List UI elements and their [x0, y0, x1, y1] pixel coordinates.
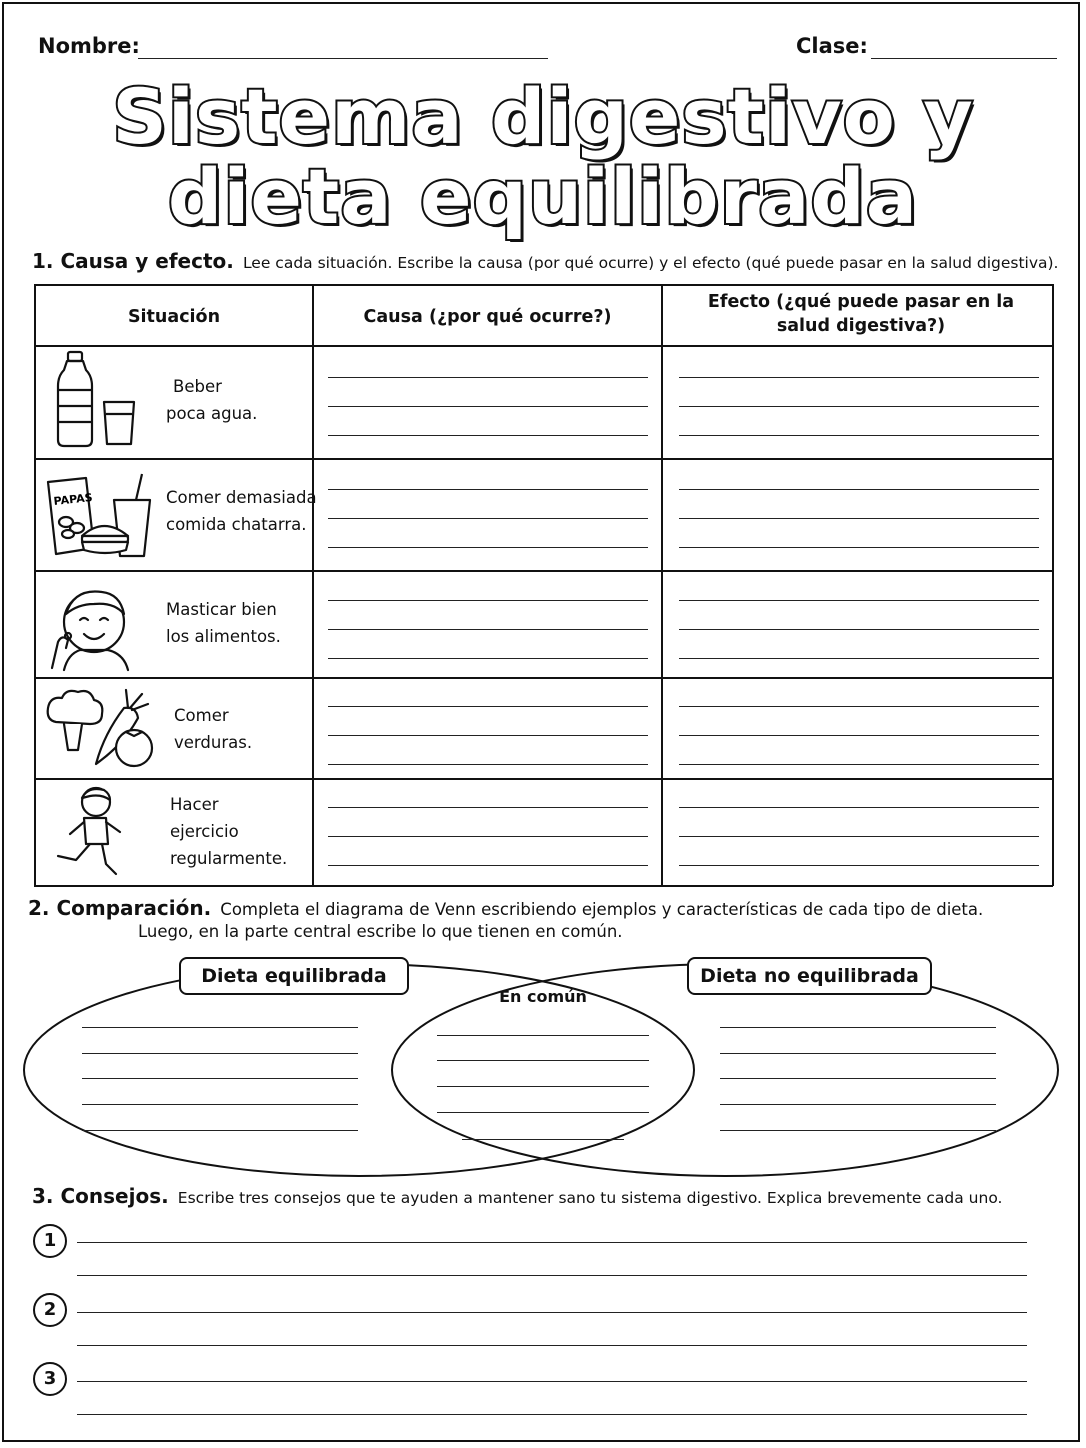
- cause-line-row2-2[interactable]: [328, 518, 648, 519]
- situation-4-text: Comer verduras.: [174, 706, 253, 752]
- venn-right-line-3[interactable]: [720, 1078, 996, 1079]
- cause-line-row4-1[interactable]: [328, 706, 648, 707]
- venn-right-line-4[interactable]: [720, 1104, 996, 1105]
- tip-number-3: 3: [33, 1362, 67, 1396]
- cause-line-row3-2[interactable]: [328, 629, 648, 630]
- cause-line-row4-3[interactable]: [328, 764, 648, 765]
- section-3-heading: [32, 1184, 1002, 1208]
- venn-center-line-4[interactable]: [437, 1112, 649, 1113]
- vegetables-icon: [42, 684, 156, 770]
- tip-number-2: 2: [33, 1293, 67, 1327]
- effect-line-row2-2[interactable]: [679, 518, 1039, 519]
- venn-left-line-1[interactable]: [82, 1027, 358, 1028]
- venn-left-line-4[interactable]: [82, 1104, 358, 1105]
- cause-line-row4-2[interactable]: [328, 735, 648, 736]
- venn-right-line-2[interactable]: [720, 1053, 996, 1054]
- venn-center-line-3[interactable]: [437, 1086, 649, 1087]
- tip-1-line-2[interactable]: [77, 1275, 1027, 1276]
- venn-center-line-short-1[interactable]: [462, 1139, 624, 1140]
- section-2-instructions-1: Completa el diagrama de Venn escribiendo ejemplos y características de cada tipo de dieta.: [220, 900, 984, 919]
- page-title-line-1: Sistema digestivo y: [112, 72, 974, 161]
- column-header-effect: Efecto (¿qué puede pasar en la salud digestiva?): [707, 292, 1015, 336]
- venn-right-label: Dieta no equilibrada: [687, 957, 932, 995]
- venn-right-line-1[interactable]: [720, 1027, 996, 1028]
- effect-line-row3-1[interactable]: [679, 600, 1039, 601]
- child-chewing-icon: [44, 578, 136, 672]
- name-label: Nombre:: [38, 34, 140, 58]
- effect-line-row5-3[interactable]: [679, 865, 1039, 866]
- cause-line-row1-3[interactable]: [328, 435, 648, 436]
- page-title-line-2: dieta equilibrada: [167, 152, 919, 241]
- class-label: Clase:: [796, 34, 868, 58]
- section-1-heading: [32, 249, 1058, 273]
- venn-left-line-5[interactable]: [82, 1130, 358, 1131]
- effect-line-row3-3[interactable]: [679, 658, 1039, 659]
- effect-line-row1-3[interactable]: [679, 435, 1039, 436]
- effect-line-row4-2[interactable]: [679, 735, 1039, 736]
- section-2-heading: [28, 896, 983, 920]
- tip-2-line-2[interactable]: [77, 1345, 1027, 1346]
- effect-line-row5-1[interactable]: [679, 807, 1039, 808]
- situation-3-text: Masticar bien los alimentos.: [166, 600, 281, 646]
- situation-1-text: Beber poca agua.: [166, 377, 258, 423]
- venn-center-line-1[interactable]: [437, 1035, 649, 1036]
- column-header-situation: Situación: [127, 307, 221, 327]
- tip-2-line-1[interactable]: [77, 1312, 1027, 1313]
- effect-line-row5-2[interactable]: [679, 836, 1039, 837]
- venn-left-line-3[interactable]: [82, 1078, 358, 1079]
- class-field[interactable]: [871, 58, 1057, 59]
- effect-line-row2-3[interactable]: [679, 547, 1039, 548]
- tip-number-1: 1: [33, 1224, 67, 1258]
- section-2-instructions-2: Luego, en la parte central escribe lo que tienen en común.: [138, 922, 623, 941]
- venn-right-line-5[interactable]: [720, 1130, 996, 1131]
- effect-line-row1-1[interactable]: [679, 377, 1039, 378]
- effect-line-row3-2[interactable]: [679, 629, 1039, 630]
- cause-line-row5-3[interactable]: [328, 865, 648, 866]
- venn-left-line-2[interactable]: [82, 1053, 358, 1054]
- section-1-number: 1. Causa y efecto.: [32, 249, 234, 273]
- chips-bag-label: PAPAS: [52, 490, 94, 508]
- cause-line-row2-3[interactable]: [328, 547, 648, 548]
- situation-2-text: Comer demasiada comida chatarra.: [166, 488, 317, 534]
- tip-3-line-1[interactable]: [77, 1381, 1027, 1382]
- cause-line-row3-1[interactable]: [328, 600, 648, 601]
- section-1-instructions: Lee cada situación. Escribe la causa (por qué ocurre) y el efecto (qué puede pasar en la salud digestiva).: [242, 254, 1059, 272]
- cause-line-row1-2[interactable]: [328, 406, 648, 407]
- junk-food-icon: [44, 470, 160, 562]
- cause-line-row1-1[interactable]: [328, 377, 648, 378]
- tip-3-line-2[interactable]: [77, 1414, 1027, 1415]
- situation-5-text: Hacer ejercicio regularmente.: [170, 795, 288, 868]
- child-running-icon: [48, 784, 128, 880]
- cause-line-row3-3[interactable]: [328, 658, 648, 659]
- cause-line-row5-2[interactable]: [328, 836, 648, 837]
- section-3-instructions: Escribe tres consejos que te ayuden a mantener sano tu sistema digestivo. Explica brevemente cada uno.: [177, 1189, 1003, 1207]
- venn-center-label: En común: [499, 987, 587, 1006]
- section-2-number: 2. Comparación.: [28, 896, 212, 920]
- effect-line-row4-3[interactable]: [679, 764, 1039, 765]
- water-bottle-glass-icon: [48, 350, 140, 450]
- column-header-cause: Causa (¿por qué ocurre?): [363, 307, 612, 327]
- venn-center-line-2[interactable]: [437, 1060, 649, 1061]
- cause-line-row5-1[interactable]: [328, 807, 648, 808]
- venn-left-label: Dieta equilibrada: [179, 957, 409, 995]
- name-field[interactable]: [138, 58, 548, 59]
- effect-line-row1-2[interactable]: [679, 406, 1039, 407]
- tip-1-line-1[interactable]: [77, 1242, 1027, 1243]
- cause-line-row2-1[interactable]: [328, 489, 648, 490]
- section-3-number: 3. Consejos.: [32, 1184, 169, 1208]
- effect-line-row4-1[interactable]: [679, 706, 1039, 707]
- effect-line-row2-1[interactable]: [679, 489, 1039, 490]
